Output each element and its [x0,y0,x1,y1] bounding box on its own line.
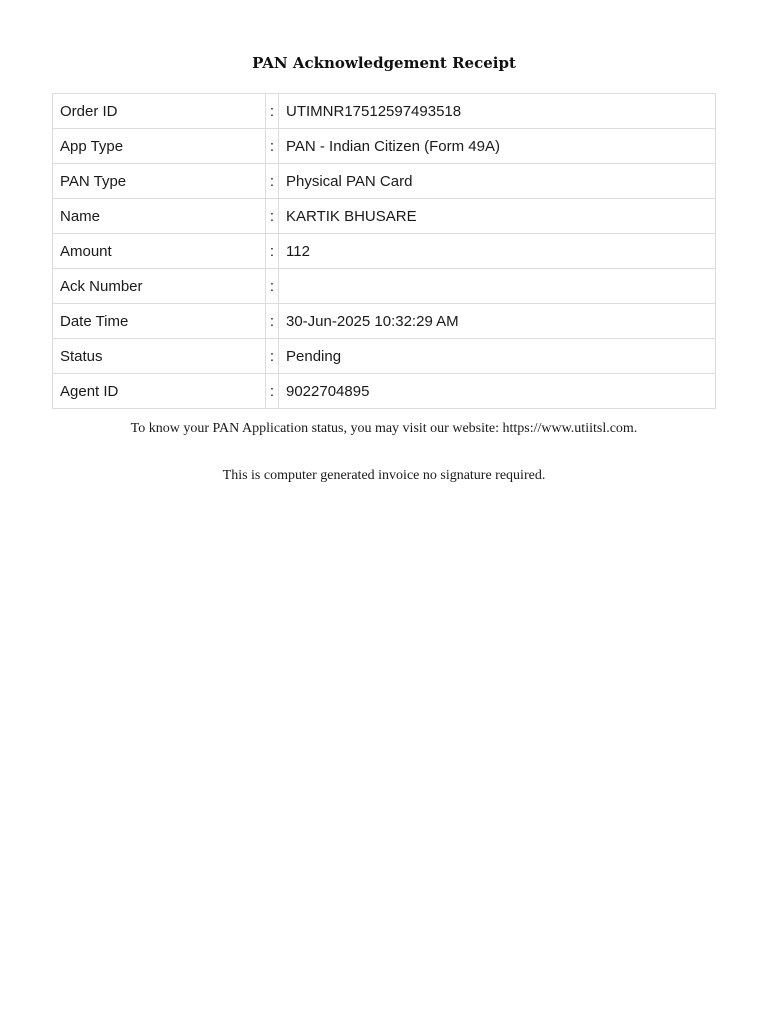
row-ack-number [53,269,716,304]
invoice-note: This is computer generated invoice no signature required. [222,468,546,483]
receipt-table [52,93,716,409]
row-amount [53,234,716,269]
name-value: KARTIK BHUSARE [279,199,716,234]
row-agent-id [53,374,716,409]
amount-value: 112 [279,234,716,269]
date-time-value: 30-Jun-2025 10:32:29 AM [279,304,716,339]
row-status [53,339,716,374]
ack-number-value [279,269,716,304]
agent-id-separator: : [266,374,279,409]
status-label: Status [53,339,266,374]
row-order-id [53,94,716,129]
pan-type-value: Physical PAN Card [279,164,716,199]
app-type-separator: : [266,129,279,164]
status-value: Pending [279,339,716,374]
order-id-separator: : [266,94,279,129]
ack-number-separator: : [266,269,279,304]
name-separator: : [266,199,279,234]
date-time-label: Date Time [53,304,266,339]
row-app-type [53,129,716,164]
status-separator: : [266,339,279,374]
pan-type-label: PAN Type [53,164,266,199]
order-id-value: UTIMNR17512597493518 [279,94,716,129]
row-date-time [53,304,716,339]
agent-id-label: Agent ID [53,374,266,409]
pan-type-separator: : [266,164,279,199]
row-pan-type [53,164,716,199]
ack-number-label: Ack Number [53,269,266,304]
page-title: PAN Acknowledgement Receipt [252,54,516,72]
app-type-value: PAN - Indian Citizen (Form 49A) [279,129,716,164]
order-id-label: Order ID [53,94,266,129]
app-type-label: App Type [53,129,266,164]
amount-label: Amount [53,234,266,269]
date-time-separator: : [266,304,279,339]
row-name [53,199,716,234]
name-label: Name [53,199,266,234]
agent-id-value: 9022704895 [279,374,716,409]
status-website-note: To know your PAN Application status, you may visit our website: https://www.utiitsl.com. [130,421,638,436]
amount-separator: : [266,234,279,269]
